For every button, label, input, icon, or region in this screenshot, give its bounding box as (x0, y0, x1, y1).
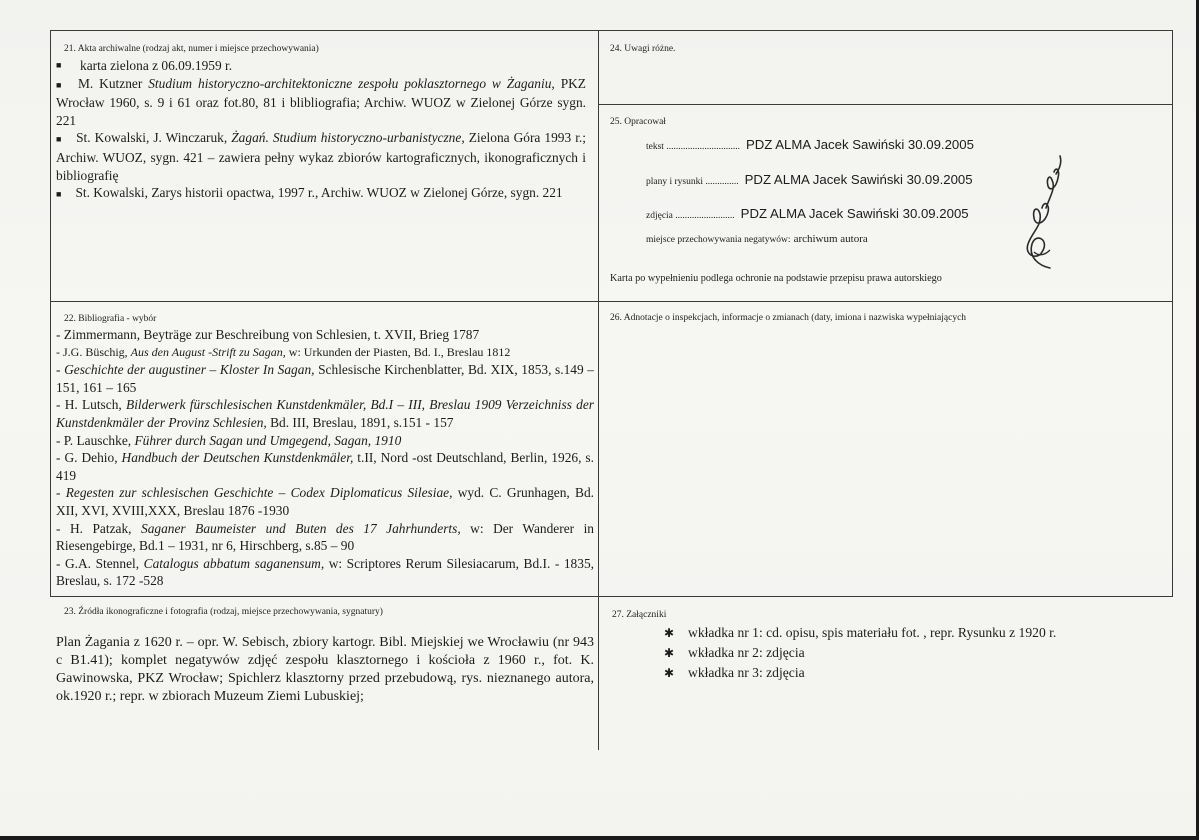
entry-text: w: Der Wanderer in Riesengebirge, Bd.1 – 1931, nr 6, Hirschberg, s.85 – 90 (56, 520, 595, 554)
attachments-list (664, 623, 1167, 683)
section-21-label: 21. Akta archiwalne (rodzaj akt, numer i miejsce przechowywania) (64, 44, 319, 54)
scan-edge-bottom (0, 836, 1199, 840)
entry-text: - P. Lauschke, (56, 432, 135, 448)
list-item-text: M. Kutzner (78, 75, 149, 91)
entry-title: Geschichte der augustiner – Kloster In Sagan, (64, 362, 315, 378)
section-27 (612, 609, 1167, 683)
list-item-title: Żagań. Studium historyczno-urbanistyczne, (231, 130, 465, 146)
attachment-text: wkładka nr 1: cd. opisu, spis materiału fot. , repr. Rysunku z 1920 r. (688, 625, 1057, 640)
section-26-label: 26. Adnotacje o inspekcjach, informacje o zmianach (daty, imiona i nazwiska wypełniających (610, 313, 967, 323)
bibliography-entry (56, 484, 594, 519)
rule-row2-row3 (50, 596, 1173, 597)
bibliography-entry (56, 361, 594, 396)
entry-title: Regesten zur schlesischen Geschichte – Codex Diplomaticus Silesiae, (65, 485, 453, 501)
list-item (56, 184, 586, 204)
handwritten-signature-icon (1010, 148, 1070, 280)
rule-middle (598, 30, 599, 750)
list-item (664, 663, 1167, 683)
list-item-text: PKZ Wrocław 1960, s. 9 i 61 oraz fot.80, 81 i blibliografia; Archiw. WUOZ w Zielonej Górze sygn. 221 (56, 75, 586, 128)
list-item-text: karta zielona z 06.09.1959 r. (80, 58, 233, 73)
entry-text: w: Urkunden der Piasten, Bd. I., Breslau 1812 (285, 344, 511, 359)
bibliography-entry (56, 344, 594, 362)
bibliography-entry (56, 555, 594, 590)
section-22 (56, 313, 594, 590)
asterisk-bullet-icon: ✱ (664, 666, 675, 680)
entry-text: Schlesische Kirchenblatter, Bd. XIX, 1853, s.149 – 151, 161 – 165 (56, 362, 595, 395)
entry-text: Bd. III, Breslau, 1891, s.151 - 157 (266, 414, 454, 430)
author-row-plans (646, 172, 973, 187)
section-23-label: 23. Źródła ikonograficzne i fotografia (rodzaj, miejsce przechowywania, sygnatury) (64, 607, 383, 617)
list-item (56, 129, 586, 184)
entry-title: Führer durch Sagan und Umgegend, Sagan, 1910 (134, 432, 402, 448)
entry-text: t.II, Nord -ost Deutschland, Berlin, 1926, s. 419 (56, 450, 594, 483)
list-item-text: St. Kowalski, Zarys historii opactwa, 1997 r., Archiw. WUOZ w Zielonej Górze, sygn. 221 (75, 185, 563, 201)
entry-title: Catalogus abbatum saganensum, (143, 555, 325, 571)
section-23 (56, 606, 594, 706)
bibliography-entry (56, 326, 594, 344)
bibliography-entry (56, 396, 594, 431)
entry-text: - (56, 485, 66, 501)
section-23-text: Plan Żagania z 1620 r. – opr. W. Sebisch, zbiory kartogr. Bibl. Miejskiej we Wrocławiu (nr 943 c B1.41); komplet negatywów zdjęć zespołu klasztornego i kościoła z 1960 r., fot. K. Gawinowska, PKZ Wrocław; Spichlerz klasztorny przed przebudową, rys. nieznanego autora, ok.1920 r.; repr. w zbiorach Muzeum Ziemi Lubuskiej; (56, 635, 594, 704)
author-row-key: zdjęcia ......................... (646, 211, 735, 221)
rule-left (50, 30, 51, 596)
copyright-note: Karta po wypełnieniu podlega ochronie na podstawie przepisu prawa autorskiego (610, 273, 942, 284)
author-row-photos (646, 206, 969, 221)
section-27-label: 27. Załączniki (612, 610, 667, 620)
rule-24-25 (598, 104, 1173, 105)
entry-title: Bilderwerk fürschlesischen Kunstdenkmäler, Bd.I – III, Breslau 1909 Verzeichniss der Kunstdenkmäler der Provinz Schlesien, (56, 397, 594, 430)
entry-text: - J.G. Büschig, (56, 344, 131, 359)
entry-title: Handbuch der Deutschen Kunstdenkmäler, (121, 450, 354, 466)
section-22-label: 22. Bibliografia - wybór (64, 314, 157, 324)
entry-text: - Zimmermann, Beyträge zur Beschreibung von Schlesien, t. XVII, Brieg 1787 (56, 327, 480, 342)
negatives-label: miejsce przechowywania negatywów: (646, 235, 791, 245)
entry-text: - H. Lutsch, (56, 397, 127, 413)
section-24-label: 24. Uwagi różne. (610, 44, 676, 54)
attachment-text: wkładka nr 2: zdjęcia (688, 645, 805, 660)
section-21 (56, 43, 586, 204)
entry-text: w: Scriptores Rerum Silesiacarum, Bd.I. - 1835, Breslau, s. 172 -528 (56, 555, 594, 589)
bibliography-entry (56, 432, 594, 450)
entry-text: - G.A. Stennel, (56, 555, 144, 571)
author-row-value: PDZ ALMA Jacek Sawiński 30.09.2005 (745, 137, 974, 152)
author-row-value: PDZ ALMA Jacek Sawiński 30.09.2005 (744, 172, 973, 187)
list-item (664, 643, 1167, 663)
square-bullet-icon: ■ (56, 134, 63, 145)
entry-text: - H. Patzak, (56, 520, 142, 536)
section-22-body (56, 326, 594, 590)
list-item (56, 75, 586, 130)
list-item (664, 623, 1167, 643)
attachment-text: wkładka nr 3: zdjęcia (688, 665, 805, 680)
rule-row1-row2 (50, 301, 1173, 302)
asterisk-bullet-icon: ✱ (664, 646, 675, 660)
rule-top (50, 30, 1173, 31)
square-bullet-icon: ■ (56, 60, 62, 70)
section-21-body (56, 57, 586, 204)
entry-title: Saganer Baumeister und Buten des 17 Jahrhunderts, (141, 520, 461, 536)
bibliography-entry (56, 520, 594, 555)
bibliography-entry (56, 449, 594, 484)
entry-text: - (56, 362, 65, 378)
negatives-value: archiwum autora (793, 233, 868, 245)
asterisk-bullet-icon: ✱ (664, 626, 675, 640)
author-row-text (646, 137, 974, 152)
square-bullet-icon: ■ (56, 189, 62, 200)
author-row-value: PDZ ALMA Jacek Sawiński 30.09.2005 (740, 206, 969, 221)
list-item-text: St. Kowalski, J. Winczaruk, (76, 130, 232, 146)
author-row-key: tekst ............................... (646, 142, 740, 152)
entry-title: Aus den August -Strift zu Sagan, (130, 344, 286, 359)
entry-text: - G. Dehio, (56, 450, 122, 466)
author-row-key: plany i rysunki .............. (646, 177, 739, 187)
list-item-text: Zielona Góra 1993 r.; Archiw. WUOZ, sygn. 421 – zawiera pełny wykaz zbiorów kartograficznych, ikonograficznych i bibliografię (56, 130, 586, 183)
list-item (56, 57, 586, 75)
entry-text: wyd. C. Grunhagen, Bd. XII, XVI, XVIII,XXX, Breslau 1876 -1930 (56, 485, 594, 518)
list-item-title: Studium historyczno-architektoniczne zespołu poklasztornego w Żaganiu, (148, 75, 555, 91)
rule-right (1172, 30, 1173, 596)
square-bullet-icon: ■ (56, 79, 64, 90)
negatives-location (646, 233, 868, 245)
section-25-label: 25. Opracował (610, 117, 666, 127)
